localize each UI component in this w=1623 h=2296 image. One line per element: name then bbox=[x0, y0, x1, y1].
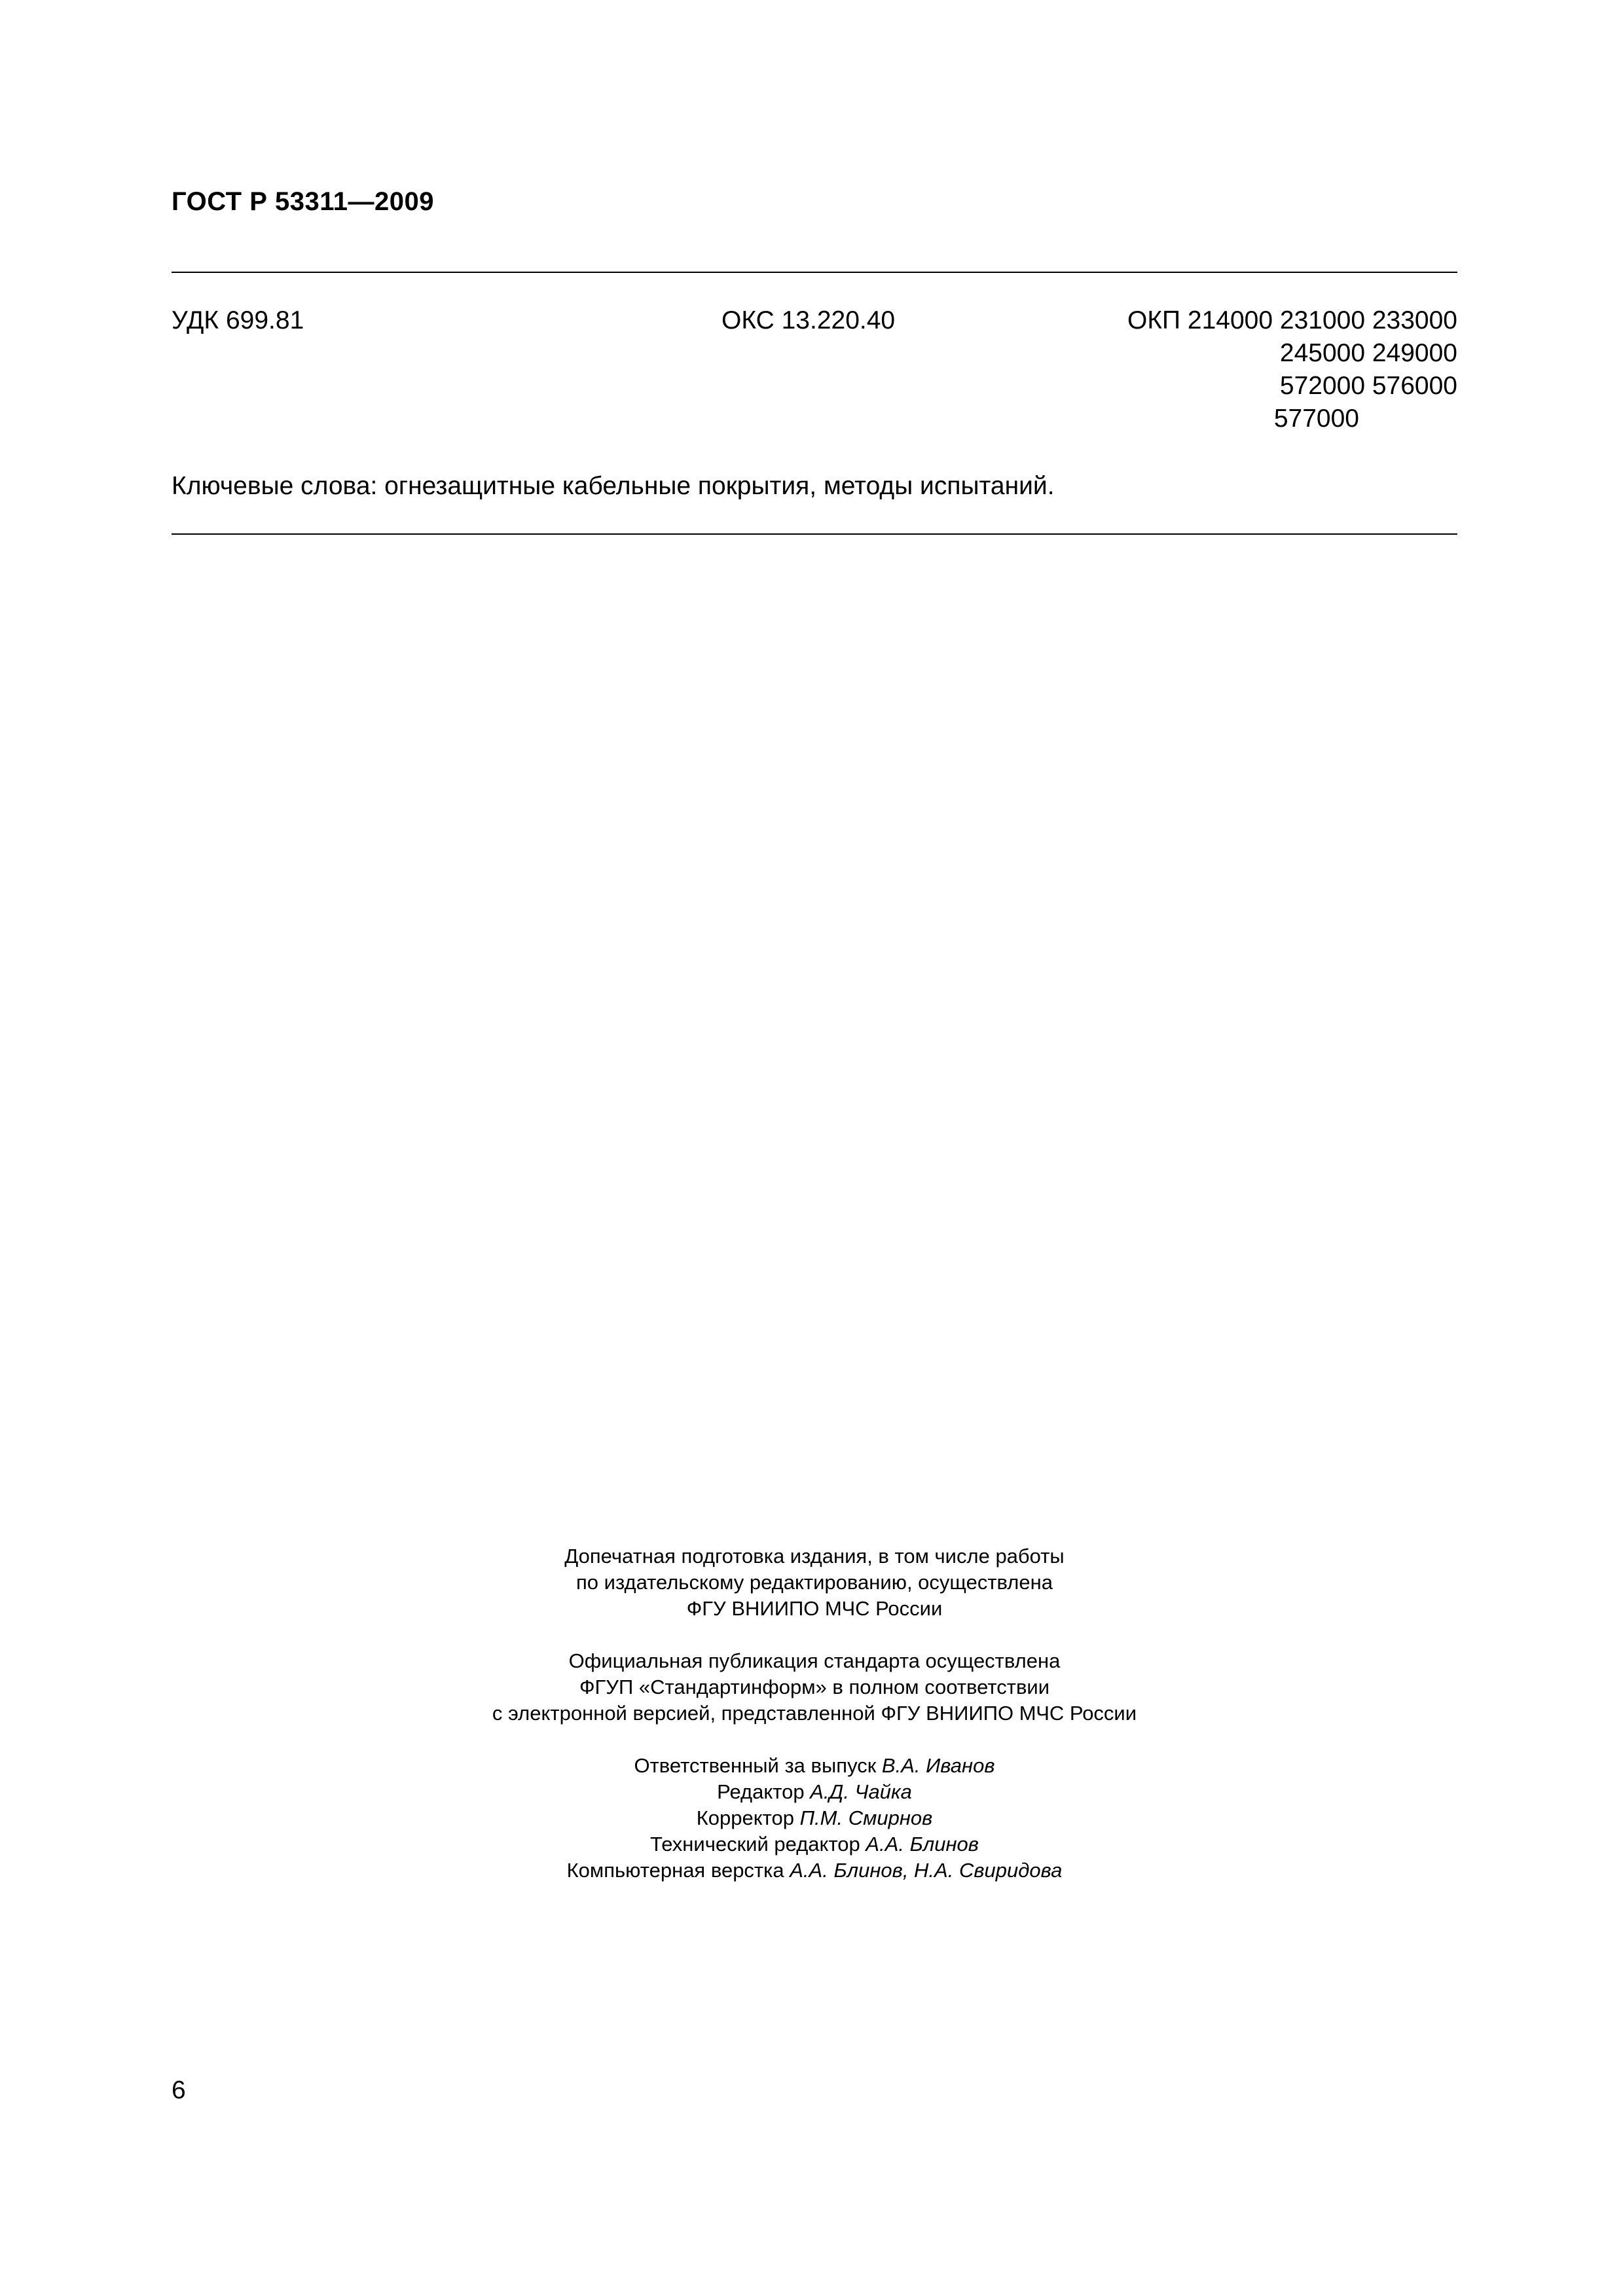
prepress-note bbox=[172, 1543, 1457, 1622]
okp-codes bbox=[1127, 304, 1457, 435]
credit-line bbox=[172, 1753, 1457, 1779]
credit-role: Технический редактор bbox=[650, 1833, 860, 1856]
imprint-block bbox=[172, 1543, 1457, 1910]
credit-line bbox=[172, 1779, 1457, 1805]
okp-line: ОКП 214000 231000 233000 bbox=[1127, 306, 1457, 334]
credits bbox=[172, 1753, 1457, 1884]
imprint-line: ФГУ ВНИИПО МЧС России bbox=[686, 1597, 943, 1620]
bottom-divider bbox=[172, 533, 1457, 535]
credit-name: А.А. Блинов bbox=[866, 1833, 979, 1856]
imprint-line: с электронной версией, представленной ФГУ ВНИИПО МЧС России bbox=[492, 1702, 1137, 1725]
document-title: ГОСТ Р 53311—2009 bbox=[172, 187, 434, 216]
imprint-line: Допечатная подготовка издания, в том числе работы bbox=[564, 1545, 1065, 1568]
imprint-line: ФГУП «Стандартинформ» в полном соответствии bbox=[579, 1676, 1050, 1698]
imprint-line: Официальная публикация стандарта осуществлена bbox=[568, 1649, 1061, 1672]
credit-name: В.А. Иванов bbox=[881, 1754, 995, 1777]
top-divider bbox=[172, 272, 1457, 273]
credit-role: Корректор bbox=[696, 1806, 794, 1829]
imprint-line: по издательскому редактированию, осуществлена bbox=[576, 1571, 1053, 1594]
credit-name: П.М. Смирнов bbox=[799, 1806, 933, 1829]
okp-line: 572000 576000 bbox=[1279, 372, 1457, 400]
credit-name: А.А. Блинов, Н.А. Свиридова bbox=[790, 1859, 1063, 1882]
credit-name: А.Д. Чайка bbox=[810, 1780, 912, 1803]
page-number: 6 bbox=[172, 2076, 186, 2104]
publication-note bbox=[172, 1648, 1457, 1727]
oks-code: ОКС 13.220.40 bbox=[721, 306, 896, 334]
okp-line: 245000 249000 bbox=[1279, 339, 1457, 367]
credit-role: Ответственный за выпуск bbox=[634, 1754, 877, 1777]
credit-line bbox=[172, 1831, 1457, 1857]
credit-line bbox=[172, 1857, 1457, 1884]
udk-code: УДК 699.81 bbox=[172, 306, 304, 334]
credit-role: Редактор bbox=[717, 1780, 805, 1803]
credit-role: Компьютерная верстка bbox=[566, 1859, 784, 1882]
okp-line: 577000 bbox=[1273, 404, 1359, 433]
credit-line bbox=[172, 1805, 1457, 1831]
keywords: Ключевые слова: огнезащитные кабельные покрытия, методы испытаний. bbox=[172, 472, 1055, 500]
